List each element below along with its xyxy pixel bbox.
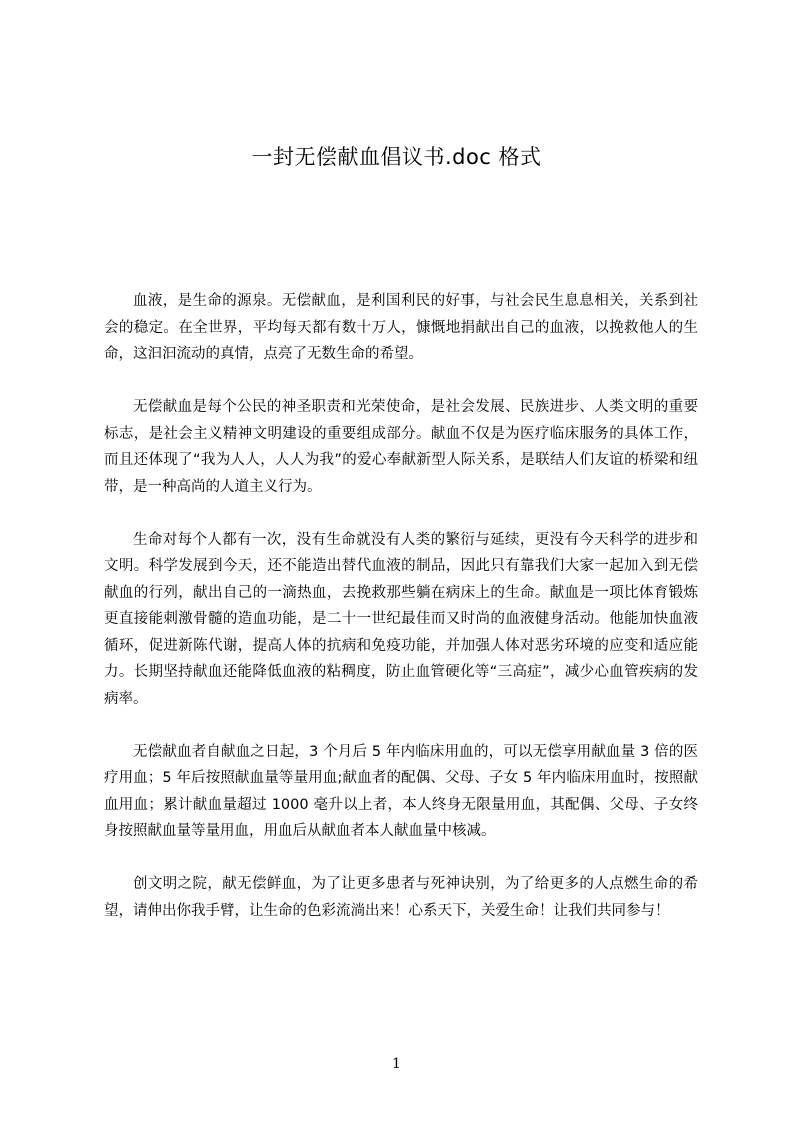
paragraph-5: 创文明之院，献无偿鲜血，为了让更多患者与死神诀别，为了给更多的人点燃生命的希望，请伸出你我手臂，让生命的色彩流淌出来！心系天下，关爱生命！让我们共同参与！ bbox=[104, 876, 698, 919]
paragraph-3: 生命对每个人都有一次，没有生命就没有人类的繁衍与延续，更没有今天科学的进步和文明。科学发展到今天，还不能造出替代血液的制品，因此只有靠我们大家一起加入到无偿献血的行列，献出自己的一滴热血，去挽救那些躺在病床上的生命。献血是一项比体育锻炼更直接能刺激骨髓的造血功能，是二十一世纪最佳而又时尚的血液健身活动。他能加快血液循环，促进新陈代谢，提高人体的抗病和免疫功能，并加强人体对恶劣环境的应变和适应能力。长期坚持献血还能降低血液的粘稠度，防止血管硬化等“三高症”，减少心血管疾病的发病率。 bbox=[104, 531, 698, 707]
document-body bbox=[104, 288, 698, 951]
paragraph-2: 无偿献血是每个公民的神圣职责和光荣使命，是社会发展、民族进步、人类文明的重要标志，是社会主义精神文明建设的重要组成部分。献血不仅是为医疗临床服务的具体工作，而且还体现了“我为人人，人人为我”的爱心奉献新型人际关系，是联结人们友谊的桥梁和纽带，是一种高尚的人道主义行为。 bbox=[104, 399, 698, 495]
page-number: 1 bbox=[392, 1056, 401, 1072]
paragraph-1: 血液，是生命的源泉。无偿献血，是利国利民的好事，与社会民生息息相关，关系到社会的稳定。在全世界，平均每天都有数十万人，慷慨地捐献出自己的血液，以挽救他人的生命，这汩汩流动的真情，点亮了无数生命的希望。 bbox=[104, 293, 698, 362]
document-title: 一封无偿献血倡议书.doc 格式 bbox=[251, 145, 542, 169]
paragraph-4: 无偿献血者自献血之日起，3 个月后 5 年内临床用血的，可以无偿享用献血量 3 倍的医疗用血；5 年后按照献血量等量用血;献血者的配偶、父母、子女 5 年内临床用血时，按照献血用血；累计献血量超过 1000 毫升以上者，本人终身无限量用血，其配偶、父母、子女终身按照献血量等量用血，用血后从献血者本人献血量中核减。 bbox=[104, 743, 698, 839]
